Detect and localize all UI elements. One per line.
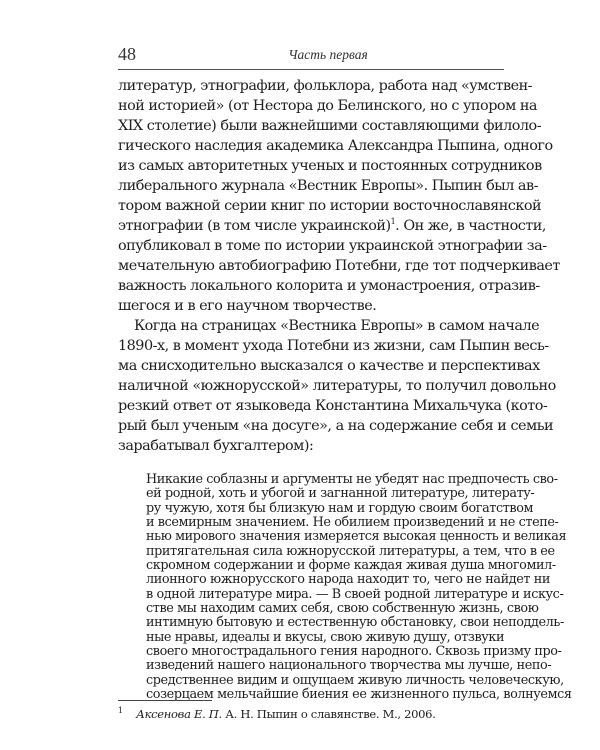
footnote-ref[interactable]: 1	[390, 217, 396, 227]
quote-line: притягательная сила южнорусской литературы, а тем, что в ее	[146, 543, 555, 559]
text-line: тором важной серии книг по истории восточнославянской	[118, 198, 542, 214]
text-line: либерального журнала «Вестник Европы». Пыпин был ав-	[118, 178, 538, 194]
page-header	[118, 44, 504, 66]
text-line: шегося и в его научном творчестве.	[118, 298, 377, 314]
text-line: важность локального колорита и умонастроения, отразив-	[118, 278, 540, 294]
quote-line: ей родной, хоть и убогой и загнанной литературе, литерату-	[146, 486, 535, 502]
footnote-text: А. Н. Пыпин о славянстве. М., 2006.	[225, 707, 436, 721]
quote-line: средственнее видим и ощущаем живую личность человеческую,	[146, 672, 564, 688]
header-rule	[118, 69, 504, 70]
text-line: мечательную автобиографию Потебни, где тот подчеркивает	[118, 258, 560, 274]
text-line: рый был ученым «на досуге», а на содержание себя и семьи	[118, 418, 554, 434]
quote-line: Никакие соблазны и аргументы не убедят нас предпочесть сво-	[146, 472, 558, 487]
quote-line: нью мирового значения измеряется высокая ценность и великая	[146, 529, 567, 545]
text-line: зарабатывал бухгалтером):	[118, 438, 314, 454]
quote-line: в одной литературе мира. — В своей родной литературе и искус-	[146, 586, 564, 602]
text-line-with-note	[118, 216, 546, 236]
text-line: ной историей» (от Нестора до Белинского, но с упором на	[118, 98, 538, 114]
quote-line: созерцаем мельчайшие биения ее жизненного пульса, волнуемся	[146, 687, 572, 702]
text-fragment: . Он же, в частности,	[395, 218, 546, 234]
quote-line: интимную бытовую и естественную обстановку, свои неподдель-	[146, 615, 564, 631]
text-line: гического наследия академика Александра Пыпина, одного	[118, 138, 553, 154]
text-line: опубликовал в томе по истории украинской этнографии за-	[118, 238, 547, 254]
text-line: резкий ответ от языковеда Константина Михальчука (кото-	[118, 398, 548, 414]
text-fragment: этнографии (в том числе украинской)	[118, 218, 391, 234]
text-line: XIX столетие) были важнейшими составляющими филоло-	[118, 118, 542, 134]
quote-line: стве мы находим самих себя, свою собственную жизнь, свою	[146, 601, 539, 616]
text-line: 1890-х, в момент ухода Потебни из жизни, сам Пыпин весь-	[118, 338, 549, 354]
text-line: из самых авторитетных ученых и постоянных сотрудников	[118, 158, 542, 174]
footnote-number: 1	[118, 706, 123, 715]
quote-line: изведений нашего национального творчества мы лучше, непо-	[146, 658, 552, 674]
text-line: ма снисходительно высказался о качестве и перспективах	[118, 358, 540, 374]
footnote-rule	[118, 700, 212, 701]
text-line: наличной «южнорусской» литературы, то получил довольно	[118, 378, 556, 394]
text-line: литератур, этнографии, фольклора, работа над «умствен-	[118, 78, 533, 94]
quote-line: своего многострадального гения народного. Сквозь призму про-	[146, 644, 562, 659]
footnote	[118, 706, 504, 721]
running-head: Часть первая	[288, 47, 368, 62]
page-number: 48	[118, 44, 136, 64]
quote-line: лионного южнорусского народа находит то, чего не найдет ни	[146, 572, 550, 588]
quote-line: ные нравы, идеалы и вкусы, свою живую душу, отзвуки	[146, 629, 505, 645]
text-line: Когда на страницах «Вестника Европы» в самом начале	[134, 318, 540, 334]
footnote-author: Аксенова Е. П.	[136, 707, 222, 721]
quote-line: скромном содержании и форме каждая живая душа многомил-	[146, 558, 556, 573]
quote-line: и всемирным значением. Не обилием произведений и не степе-	[146, 515, 559, 530]
quote-line: ру чужую, хотя бы близкую нам и гордую своим богатством	[146, 500, 534, 516]
